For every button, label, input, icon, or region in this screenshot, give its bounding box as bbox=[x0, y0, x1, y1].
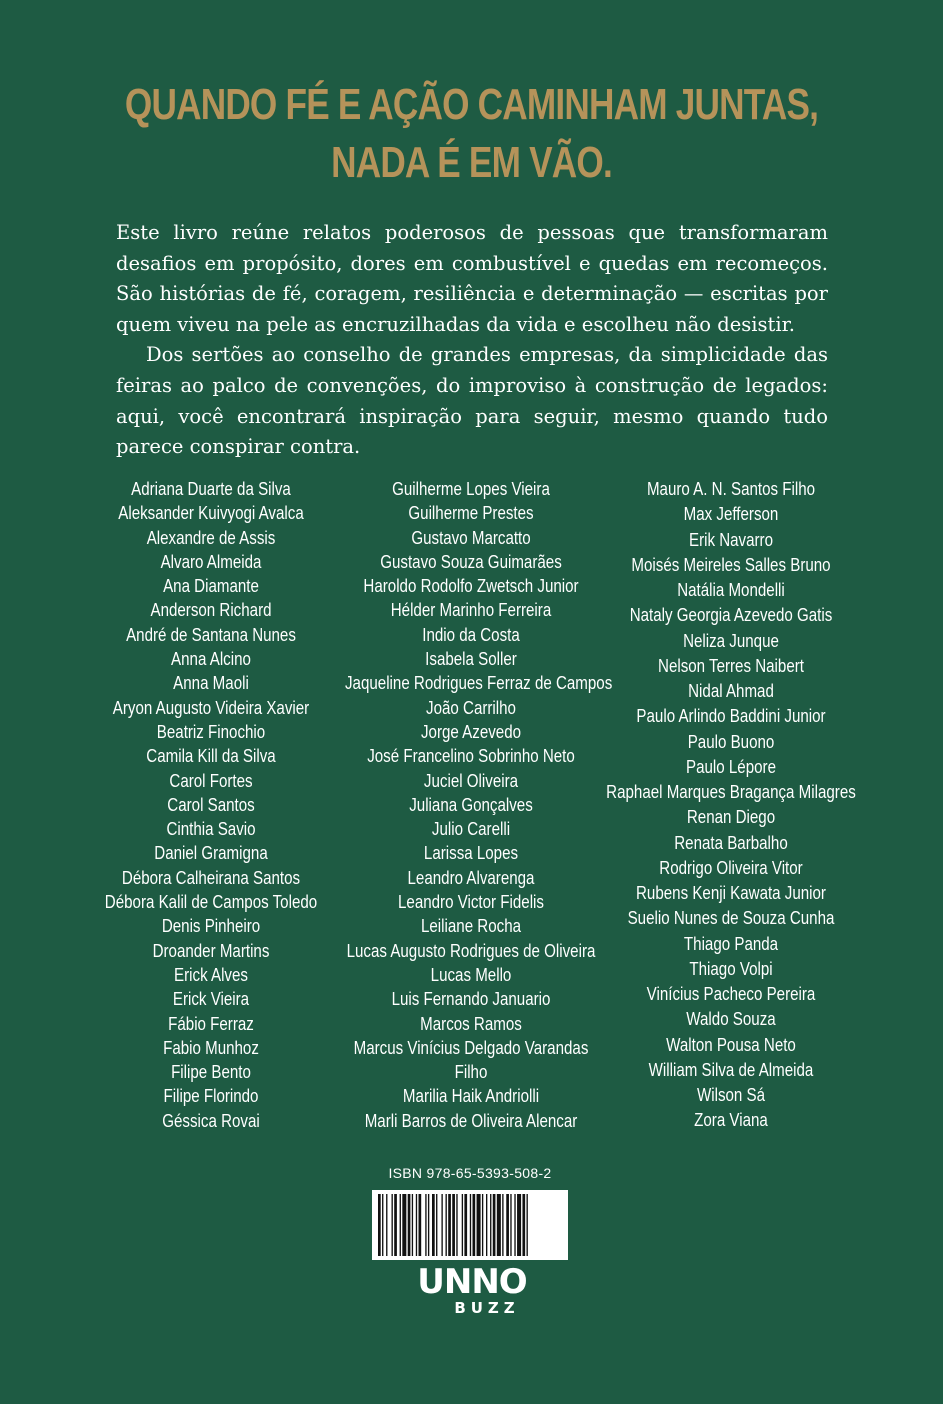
author-name: Filipe Florindo bbox=[163, 1086, 259, 1107]
barcode-bar bbox=[506, 1194, 509, 1256]
author-name: Leiliane Rocha bbox=[420, 916, 522, 937]
barcode-bar bbox=[486, 1194, 487, 1256]
author-name: Marcos Ramos bbox=[420, 1013, 522, 1034]
author-name: João Carrilho bbox=[426, 697, 516, 718]
barcode-bar bbox=[456, 1194, 457, 1256]
barcode-bar bbox=[432, 1194, 435, 1256]
author-name: Adriana Duarte da Silva bbox=[131, 479, 291, 499]
author-name: Wilson Sá bbox=[696, 1085, 766, 1105]
barcode-bar bbox=[490, 1194, 491, 1256]
author-name: Filipe Bento bbox=[171, 1062, 251, 1083]
barcode-bar bbox=[436, 1194, 437, 1256]
author-name: Renata Barbalho bbox=[674, 832, 788, 853]
author-name: Hélder Marinho Ferreira bbox=[390, 600, 552, 621]
author-name: Gustavo Marcatto bbox=[411, 527, 531, 548]
barcode-bar bbox=[386, 1194, 387, 1256]
author-name: Paulo Arlindo Baddini Junior bbox=[636, 706, 826, 727]
author-name: Indio da Costa bbox=[422, 624, 520, 645]
barcode-bar bbox=[477, 1194, 481, 1256]
barcode-bar bbox=[416, 1194, 417, 1256]
headline-line-1: QUANDO FÉ E AÇÃO CAMINHAM JUNTAS, bbox=[124, 80, 819, 129]
author-name: Camila Kill da Silva bbox=[146, 746, 276, 767]
barcode-bar bbox=[493, 1194, 496, 1256]
author-name: Walton Pousa Neto bbox=[666, 1034, 796, 1055]
author-name: Zora Viana bbox=[694, 1110, 768, 1131]
barcode-bar bbox=[448, 1194, 451, 1256]
barcode-bar bbox=[441, 1194, 442, 1256]
barcode-bar bbox=[502, 1194, 503, 1256]
barcode-bar bbox=[497, 1194, 501, 1256]
author-name: Luis Fernando Januario bbox=[391, 989, 551, 1010]
barcode-bar bbox=[392, 1194, 393, 1256]
author-name: Jorge Azevedo bbox=[420, 721, 522, 742]
synopsis-paragraph-1: Este livro reúne relatos poderosos de pessoas que transformaram desafios em propósito, dores em combustível e quedas em recomeços. São histórias de fé, coragem, resiliência e determinação — escritas por quem viveu na pele as encruzilhadas da vida e escolheu não desistir. bbox=[116, 221, 828, 336]
barcode bbox=[372, 1190, 568, 1260]
isbn-number: ISBN 978-65-5393-508-2 bbox=[388, 1165, 552, 1181]
author-name: Fabio Munhoz bbox=[163, 1037, 259, 1058]
author-name: Neliza Junque bbox=[683, 630, 779, 651]
author-list-column-1 bbox=[61, 477, 361, 1133]
synopsis bbox=[116, 218, 828, 463]
publisher-logo-wordmark: UNNO bbox=[417, 1262, 527, 1302]
barcode-bar bbox=[482, 1194, 483, 1256]
author-name: Marcus Vinícius Delgado Varandas bbox=[353, 1037, 589, 1058]
author-name: Beatriz Finochio bbox=[156, 721, 266, 742]
author-list-column-3 bbox=[581, 477, 881, 1134]
author-name: Waldo Souza bbox=[686, 1009, 776, 1030]
author-name: Denis Pinheiro bbox=[161, 916, 261, 937]
author-name: José Francelino Sobrinho Neto bbox=[367, 746, 575, 767]
barcode-bar bbox=[527, 1194, 528, 1256]
barcode-bar bbox=[446, 1194, 447, 1256]
barcode-bar bbox=[428, 1194, 429, 1256]
author-name: Aryon Augusto Videira Xavier bbox=[112, 697, 310, 718]
author-name: Débora Calheirana Santos bbox=[121, 867, 301, 888]
author-name: Guilherme Prestes bbox=[408, 503, 534, 524]
author-name: Géssica Rovai bbox=[162, 1110, 260, 1131]
author-name: Aleksander Kuivyogi Avalca bbox=[118, 503, 304, 524]
barcode-bar bbox=[470, 1194, 471, 1256]
barcode-bar bbox=[382, 1194, 383, 1256]
author-name: Droander Martins bbox=[152, 940, 270, 961]
author-name: Leandro Victor Fidelis bbox=[398, 892, 544, 913]
author-name: Carol Santos bbox=[167, 794, 255, 815]
barcode-bar bbox=[419, 1194, 422, 1256]
author-name: Thiago Panda bbox=[683, 933, 779, 954]
author-list-column-2 bbox=[321, 477, 621, 1133]
barcode-bar bbox=[394, 1194, 397, 1256]
author-name: Lucas Mello bbox=[430, 964, 512, 985]
headline bbox=[94, 76, 848, 192]
barcode-bar bbox=[473, 1194, 476, 1256]
barcode-bar bbox=[452, 1194, 455, 1256]
author-name: Moisés Meireles Salles Bruno bbox=[631, 554, 831, 575]
author-name: Guilherme Lopes Vieira bbox=[392, 479, 550, 499]
barcode-bar bbox=[464, 1194, 467, 1256]
synopsis-paragraph-2: Dos sertões ao conselho de grandes empresas, da simplicidade das feiras ao palco de convenções, do improviso à construção de legados: aqui, você encontrará inspiração para seguir, mesmo quando tudo parece conspirar contra. bbox=[116, 343, 828, 459]
author-name: Juliana Gonçalves bbox=[409, 794, 533, 815]
author-name: Cinthia Savio bbox=[166, 819, 256, 840]
author-name: Paulo Buono bbox=[687, 731, 775, 752]
author-name: Max Jefferson bbox=[683, 504, 779, 525]
author-name: Filho bbox=[454, 1062, 488, 1083]
author-name: Alvaro Almeida bbox=[160, 551, 262, 572]
author-name: Jaqueline Rodrigues Ferraz de Campos bbox=[345, 673, 613, 694]
author-name: André de Santana Nunes bbox=[126, 624, 296, 645]
barcode-bar bbox=[408, 1194, 411, 1256]
author-name: Marilia Haik Andriolli bbox=[402, 1086, 540, 1107]
author-name: Daniel Gramigna bbox=[154, 843, 268, 864]
author-name: Thiago Volpi bbox=[689, 958, 773, 979]
author-name: Julio Carelli bbox=[431, 819, 511, 840]
author-name: Isabela Soller bbox=[425, 649, 517, 670]
author-name: Larissa Lopes bbox=[423, 843, 519, 864]
isbn-barcode-block bbox=[372, 1164, 568, 1260]
barcode-bar bbox=[412, 1194, 413, 1256]
barcode-bar bbox=[517, 1194, 521, 1256]
author-name: Rodrigo Oliveira Vitor bbox=[659, 857, 803, 878]
author-name: Erik Navarro bbox=[688, 529, 774, 550]
author-name: Marli Barros de Oliveira Alencar bbox=[364, 1110, 578, 1131]
barcode-bar bbox=[514, 1194, 515, 1256]
headline-line-2: NADA É EM VÃO. bbox=[331, 138, 612, 187]
barcode-bar bbox=[510, 1194, 511, 1256]
author-name: Nelson Terres Naibert bbox=[658, 655, 804, 676]
barcode-bar bbox=[522, 1194, 525, 1256]
author-name: Natália Mondelli bbox=[677, 580, 785, 600]
author-name: Haroldo Rodolfo Zwetsch Junior bbox=[363, 576, 579, 597]
barcode-bar bbox=[400, 1194, 401, 1256]
author-name: Paulo Lépore bbox=[686, 756, 776, 777]
publisher-logo-subtitle: BUZZ bbox=[454, 1299, 520, 1317]
barcode-bar bbox=[378, 1194, 381, 1256]
author-name: Raphael Marques Bragança Milagres bbox=[606, 782, 856, 802]
author-name: Débora Kalil de Campos Toledo bbox=[104, 892, 318, 913]
author-name: Lucas Augusto Rodrigues de Oliveira bbox=[346, 940, 596, 961]
barcode-bar bbox=[402, 1194, 406, 1256]
author-name: Anna Alcino bbox=[171, 649, 251, 670]
barcode-bar bbox=[462, 1194, 463, 1256]
author-name: Nataly Georgia Azevedo Gatis bbox=[629, 605, 833, 626]
author-name: Erick Vieira bbox=[172, 989, 250, 1010]
author-name: Mauro A. N. Santos Filho bbox=[646, 479, 816, 499]
author-name: Carol Fortes bbox=[169, 770, 253, 791]
author-name: Anna Maoli bbox=[173, 673, 249, 694]
author-name: Renan Diego bbox=[686, 807, 776, 828]
author-name: Vinícius Pacheco Pereira bbox=[646, 984, 816, 1004]
publisher-logo bbox=[402, 1264, 542, 1316]
author-name: Fábio Ferraz bbox=[168, 1013, 254, 1034]
author-name: Juciel Oliveira bbox=[423, 770, 519, 791]
author-name: Alexandre de Assis bbox=[146, 527, 276, 548]
barcode-bar bbox=[425, 1194, 426, 1256]
author-name: Rubens Kenji Kawata Junior bbox=[636, 883, 826, 903]
author-name: Erick Alves bbox=[174, 964, 248, 985]
author-name: Anderson Richard bbox=[150, 600, 272, 621]
author-name: Nidal Ahmad bbox=[688, 681, 774, 701]
author-name: Suelio Nunes de Souza Cunha bbox=[627, 908, 835, 929]
author-name: William Silva de Almeida bbox=[648, 1059, 814, 1080]
author-name: Ana Diamante bbox=[163, 576, 259, 597]
author-name: Gustavo Souza Guimarães bbox=[380, 551, 562, 572]
author-name: Leandro Alvarenga bbox=[407, 867, 535, 888]
